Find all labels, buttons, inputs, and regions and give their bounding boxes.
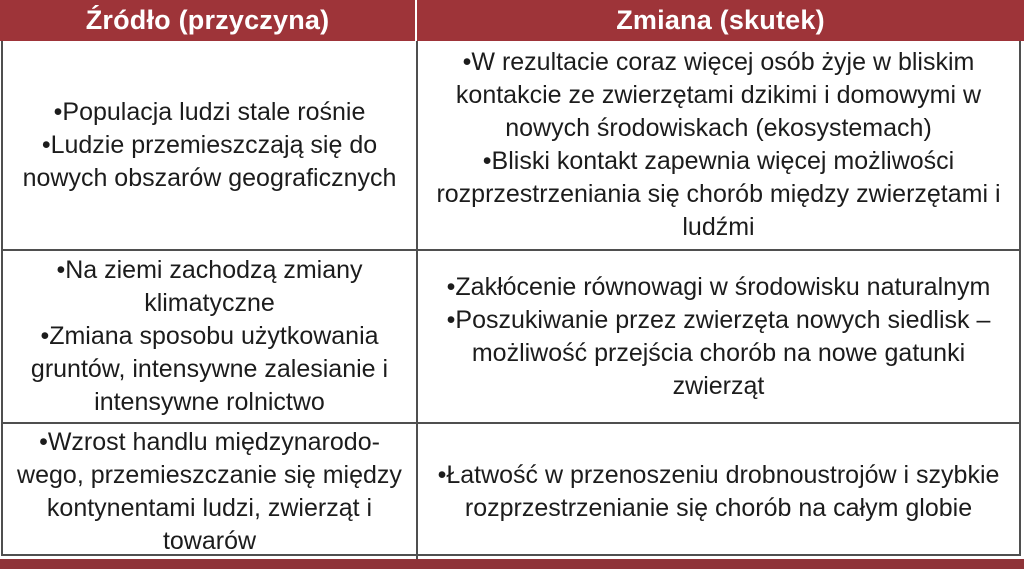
cell-source — [3, 424, 418, 560]
bullet-item: • Populacja ludzi stale rośnie — [11, 96, 408, 129]
bullet-item: • Zakłócenie równowagi w środowisku naturalnym — [426, 271, 1011, 304]
bullet-item: • Łatwość w przenoszeniu drobnoustrojów i szybkie rozprzestrzenianie się chorób na całym globie — [426, 459, 1011, 525]
cell-change — [418, 424, 1019, 560]
column-header-source: Źródło (przyczyna) — [0, 0, 417, 41]
bullet-item: • W rezultacie coraz więcej osób żyje w bliskim kontakcie ze zwierzętami dzikimi i domowymi w nowych środowiskach (ekosystemach) — [426, 46, 1011, 145]
bullet-item: • Wzrost handlu międzynarodowego, przemieszczanie się między kontynentami ludzi, zwierząt i towarów — [11, 426, 408, 558]
table-body — [1, 41, 1021, 556]
bullet-item: • Zmiana sposobu użytkowania gruntów, intensywne zalesianie i intensywne rolnictwo — [11, 320, 408, 419]
table-header-row — [0, 0, 1024, 41]
cell-source — [3, 251, 418, 422]
table-row — [3, 41, 1019, 251]
cell-change — [418, 41, 1019, 249]
cell-source — [3, 41, 418, 249]
bullet-item: • Ludzie przemieszczają się do nowych obszarów geograficznych — [11, 129, 408, 195]
table-row — [3, 424, 1019, 556]
bullet-item: • Poszukiwanie przez zwierzęta nowych siedlisk – możliwość przejścia chorób na nowe gatunki zwierząt — [426, 304, 1011, 403]
table-row — [3, 251, 1019, 424]
bullet-item: • Na ziemi zachodzą zmiany klimatyczne — [11, 254, 408, 320]
cell-change — [418, 251, 1019, 422]
bullet-item: • Bliski kontakt zapewnia więcej możliwości rozprzestrzeniania się chorób między zwierzętami i ludźmi — [426, 145, 1011, 244]
bottom-accent-bar — [0, 559, 1024, 569]
column-header-change: Zmiana (skutek) — [616, 5, 825, 35]
